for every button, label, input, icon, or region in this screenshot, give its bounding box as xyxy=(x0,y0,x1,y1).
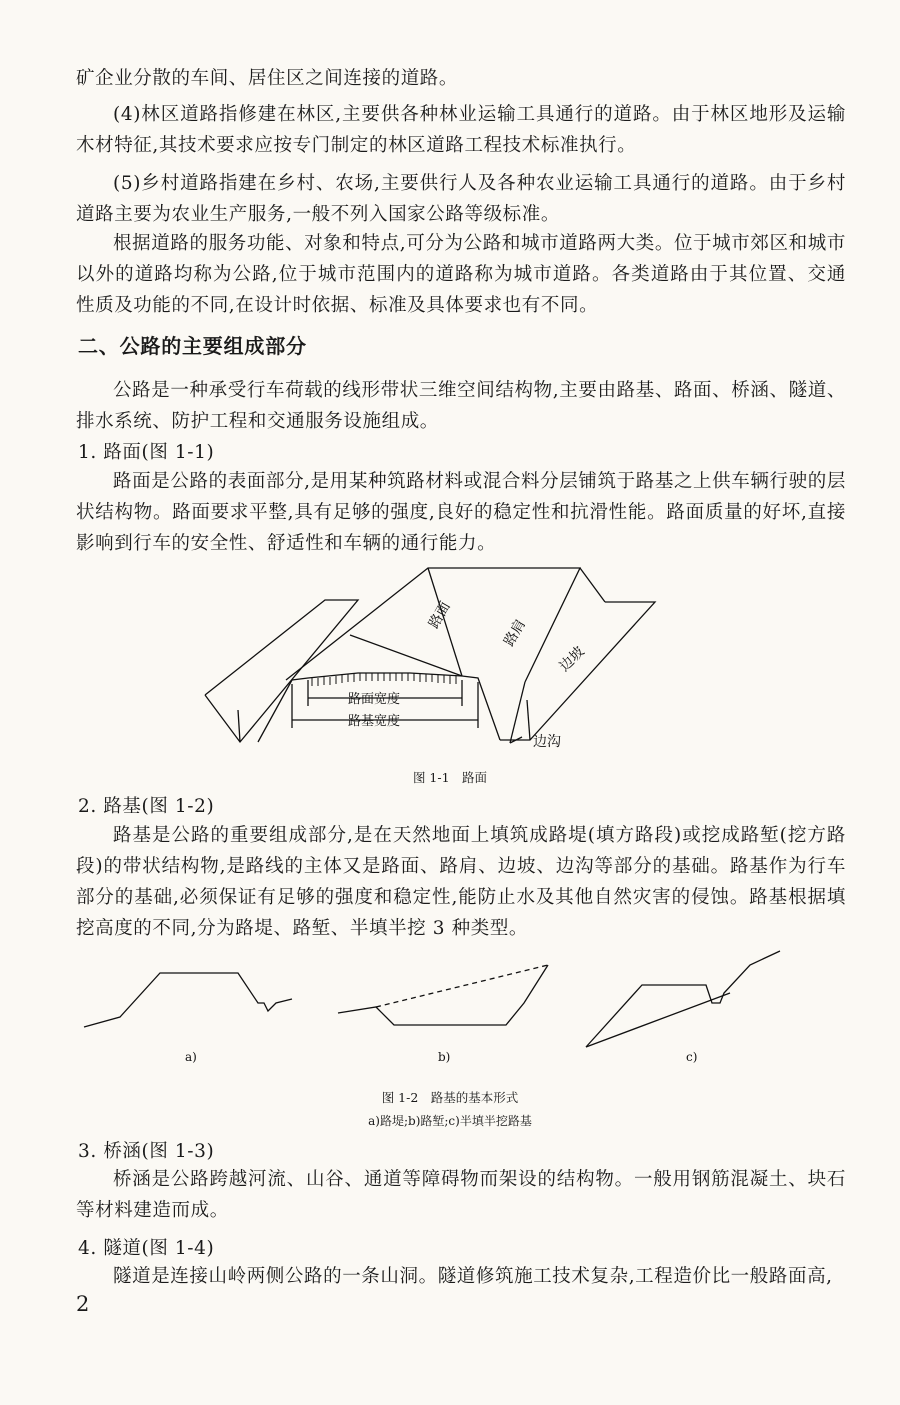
ditch-slope xyxy=(510,682,525,743)
paragraph-highway-components: 公路是一种承受行车荷载的线形带状三维空间结构物,主要由路基、路面、桥涵、隧道、排水系统、防护工程和交通服务设施组成。 xyxy=(76,380,846,432)
figure-road-pavement xyxy=(200,560,670,750)
figure-subgrade-forms xyxy=(80,955,820,1065)
paragraph-forest-road: (4)林区道路指修建在林区,主要供各种林业运输工具通行的道路。由于林区地形及运输木材特征,其技术要求应按专门制定的林区道路工程技术标准执行。 xyxy=(76,104,846,156)
figure1-caption: 图 1-1 路面 xyxy=(412,770,488,785)
item-subgrade-title: 2. 路基(图 1-2) xyxy=(78,796,215,817)
paragraph-bridge: 桥涵是公路跨越河流、山谷、通道等障碍物而架设的结构物。一般用钢筋混凝土、块石等材料建造而成。 xyxy=(76,1169,846,1221)
road-block-side xyxy=(350,635,462,676)
label-shoulder: 路肩 xyxy=(501,616,530,650)
sublabel-a: a) xyxy=(185,1050,197,1064)
paragraph-pavement: 路面是公路的表面部分,是用某种筑路材料或混合料分层铺筑于路基之上供车辆行驶的层状结构物。路面要求平整,具有足够的强度,良好的稳定性和抗滑性能。路面质量的好坏,直接影响到行车的安全性、舒适性和车辆的通行能力。 xyxy=(76,471,846,554)
paragraph-rural-road: (5)乡村道路指建在乡村、农场,主要供行人及各种农业运输工具通行的道路。由于乡村道路主要为农业生产服务,一般不列入国家公路等级标准。 xyxy=(76,173,846,225)
item-pavement-title: 1. 路面(图 1-1) xyxy=(78,442,215,463)
label-ditch: 边沟 xyxy=(533,734,561,750)
page-number: 2 xyxy=(76,1292,90,1316)
label-subgrade-width: 路基宽度 xyxy=(348,714,401,729)
road-block-corner xyxy=(580,568,605,602)
left-slab-outline xyxy=(205,600,358,742)
item-tunnel-title: 4. 隧道(图 1-4) xyxy=(78,1238,215,1259)
embankment-profile xyxy=(84,973,292,1027)
item-bridge-title: 3. 桥涵(图 1-3) xyxy=(78,1141,215,1162)
paragraph-tunnel: 隧道是连接山岭两侧公路的一条山洞。隧道修筑施工技术复杂,工程造价比一般路面高, xyxy=(113,1266,833,1287)
left-slab-edge xyxy=(238,710,240,742)
right-slab-edge xyxy=(527,700,530,740)
cutting-profile xyxy=(338,965,548,1025)
figure2-subcaption: a)路堤;b)路堑;c)半填半挖路基 xyxy=(368,1114,532,1128)
paragraph-continued: 矿企业分散的车间、居住区之间连接的道路。 xyxy=(76,68,459,89)
sublabel-c: c) xyxy=(686,1050,698,1064)
paragraph-road-classification: 根据道路的服务功能、对象和特点,可分为公路和城市道路两大类。位于城市郊区和城市以外的道路均称为公路,位于城市范围内的道路称为城市道路。各类道路由于其位置、交通性质及功能的不同,在设计时依据、标准及具体要求也有不同。 xyxy=(76,233,846,316)
section-heading: 二、公路的主要组成部分 xyxy=(78,334,307,358)
label-pavement: 路面 xyxy=(425,599,454,632)
label-pavement-width: 路面宽度 xyxy=(348,692,401,707)
cutting-original-ground xyxy=(376,965,548,1007)
half-fill-cut-profile xyxy=(586,951,780,1047)
label-slope: 边坡 xyxy=(556,643,588,675)
half-fill-ground-line xyxy=(586,993,730,1047)
sublabel-b: b) xyxy=(438,1050,451,1064)
cross-section-profile xyxy=(258,673,500,742)
figure2-caption: 图 1-2 路基的基本形式 xyxy=(381,1090,519,1105)
paragraph-subgrade: 路基是公路的重要组成部分,是在天然地面上填筑成路堤(填方路段)或挖成路堑(挖方路段)的带状结构物,是路线的主体又是路面、路肩、边坡、边沟等部分的基础。路基作为行车部分的基础,必须保证有足够的强度和稳定性,能防止水及其他自然灾害的侵蚀。路基根据填挖高度的不同,分为路堤、路堑、半填半挖 3 种类型。 xyxy=(76,825,846,939)
